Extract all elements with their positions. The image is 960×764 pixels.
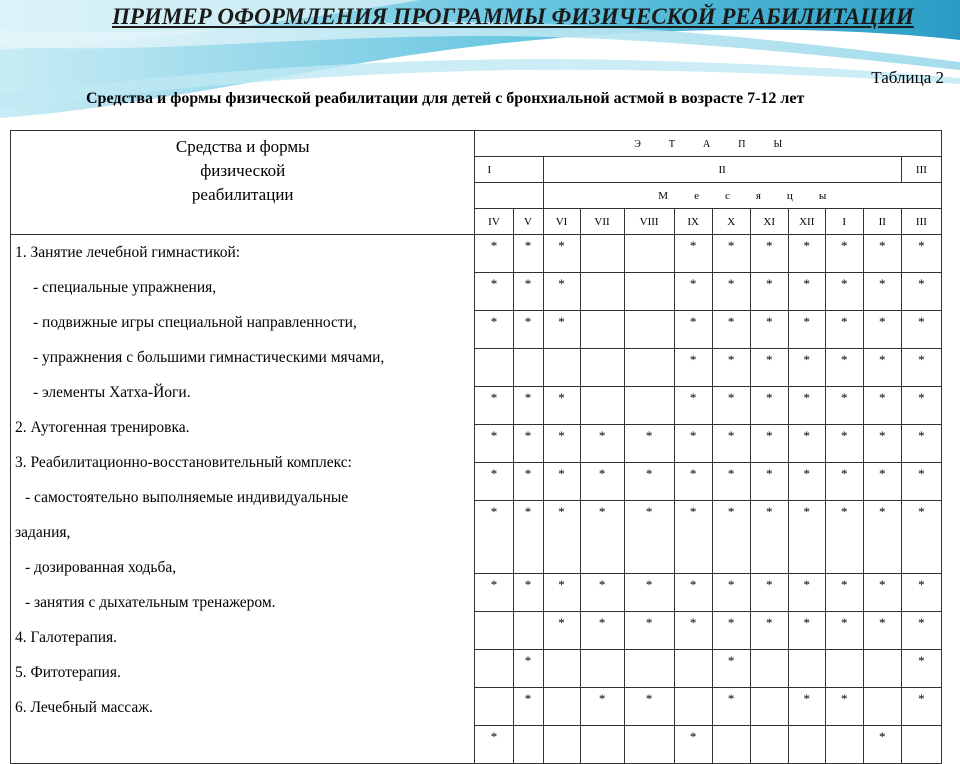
means-item: 6. Лечебный массаж. (15, 699, 153, 716)
month-header-cell: V (513, 209, 543, 235)
stages-title (634, 139, 782, 150)
schedule-mark-cell: * (901, 612, 941, 650)
schedule-mark-cell (543, 650, 580, 688)
means-item: - элементы Хатха-Йоги. (33, 384, 191, 401)
schedule-mark-cell (750, 650, 788, 688)
title-letter: Э (634, 138, 641, 150)
means-item: 4. Галотерапия. (15, 629, 118, 646)
schedule-mark-cell: * (825, 311, 863, 349)
schedule-mark-cell: * (513, 501, 543, 574)
schedule-mark-cell: * (901, 574, 941, 612)
schedule-mark-cell: * (863, 235, 901, 273)
schedule-mark-cell: * (624, 501, 674, 574)
schedule-mark-cell: * (901, 273, 941, 311)
schedule-mark-cell: * (543, 574, 580, 612)
schedule-mark-cell: * (674, 273, 712, 311)
schedule-mark-cell: * (901, 425, 941, 463)
schedule-mark-cell: * (825, 612, 863, 650)
schedule-mark-cell: * (788, 235, 825, 273)
month-header-cell: X (712, 209, 750, 235)
schedule-mark-cell: * (624, 574, 674, 612)
schedule-mark-cell: * (788, 612, 825, 650)
schedule-mark-cell: * (475, 235, 513, 273)
schedule-mark-cell: * (825, 235, 863, 273)
stages-title-cell (475, 131, 942, 157)
schedule-mark-cell: * (825, 688, 863, 726)
schedule-mark-cell: * (788, 311, 825, 349)
schedule-mark-cell: * (674, 463, 712, 501)
schedule-mark-cell (513, 726, 543, 764)
schedule-mark-cell: * (513, 273, 543, 311)
schedule-mark-cell: * (863, 273, 901, 311)
schedule-mark-cell: * (825, 463, 863, 501)
means-item: - дозированная ходьба, (25, 559, 177, 576)
schedule-mark-cell: * (825, 349, 863, 387)
schedule-mark-cell: * (825, 425, 863, 463)
schedule-mark-cell: * (825, 501, 863, 574)
schedule-mark-cell: * (825, 574, 863, 612)
schedule-mark-cell (580, 273, 624, 311)
schedule-mark-cell: * (513, 650, 543, 688)
schedule-mark-cell: * (750, 349, 788, 387)
schedule-mark-cell: * (624, 612, 674, 650)
schedule-mark-cell (788, 650, 825, 688)
months-title-empty-cell (475, 183, 543, 209)
schedule-mark-cell: * (788, 425, 825, 463)
schedule-mark-cell: * (750, 501, 788, 574)
schedule-mark-cell: * (901, 235, 941, 273)
title-letter: е (694, 189, 699, 202)
schedule-mark-cell: * (712, 501, 750, 574)
schedule-mark-cell: * (475, 726, 513, 764)
schedule-mark-cell: * (712, 387, 750, 425)
schedule-mark-cell: * (543, 311, 580, 349)
schedule-mark-cell: * (863, 612, 901, 650)
schedule-mark-cell (624, 726, 674, 764)
schedule-mark-cell: * (674, 311, 712, 349)
schedule-mark-cell (543, 726, 580, 764)
schedule-mark-cell: * (543, 612, 580, 650)
schedule-mark-cell: * (513, 387, 543, 425)
schedule-mark-cell: * (712, 463, 750, 501)
schedule-mark-cell: * (513, 311, 543, 349)
schedule-mark-cell: * (712, 425, 750, 463)
means-item: - упражнения с большими гимнастическими мячами, (33, 349, 385, 366)
means-item: 5. Фитотерапия. (15, 664, 121, 681)
schedule-mark-cell: * (580, 463, 624, 501)
month-header-cell: IX (674, 209, 712, 235)
means-item: - занятия с дыхательным тренажером. (25, 594, 276, 611)
schedule-mark-cell: * (901, 501, 941, 574)
schedule-mark-cell (580, 235, 624, 273)
schedule-mark-cell: * (513, 463, 543, 501)
schedule-mark-cell: * (712, 574, 750, 612)
schedule-mark-cell: * (475, 311, 513, 349)
schedule-mark-cell (624, 235, 674, 273)
schedule-mark-cell: * (863, 311, 901, 349)
schedule-mark-cell: * (750, 612, 788, 650)
schedule-mark-cell: * (475, 425, 513, 463)
means-item: 1. Занятие лечебной гимнастикой: (15, 244, 241, 261)
schedule-mark-cell: * (750, 425, 788, 463)
schedule-mark-cell: * (863, 387, 901, 425)
schedule-mark-cell (580, 349, 624, 387)
rehabilitation-table (10, 130, 942, 764)
slide-title: ПРИМЕР ОФОРМЛЕНИЯ ПРОГРАММЫ ФИЗИЧЕСКОЙ РЕАБИЛИТАЦИИ (112, 4, 914, 29)
schedule-mark-cell: * (788, 387, 825, 425)
schedule-mark-cell: * (863, 501, 901, 574)
months-title-cell (543, 183, 941, 209)
schedule-mark-cell: * (674, 387, 712, 425)
stage-II-cell: II (543, 157, 901, 183)
title-letter: ц (786, 189, 793, 202)
schedule-mark-cell: * (712, 311, 750, 349)
schedule-mark-cell: * (543, 273, 580, 311)
schedule-mark-cell: * (580, 688, 624, 726)
schedule-mark-cell: * (750, 235, 788, 273)
schedule-mark-cell: * (580, 612, 624, 650)
month-header-cell: VII (580, 209, 624, 235)
schedule-mark-cell (580, 726, 624, 764)
schedule-mark-cell: * (863, 463, 901, 501)
schedule-mark-cell (863, 650, 901, 688)
month-header-cell: III (901, 209, 941, 235)
stage-I-cell: I (475, 157, 543, 183)
schedule-mark-cell: * (788, 688, 825, 726)
schedule-mark-cell (825, 726, 863, 764)
schedule-mark-cell: * (543, 425, 580, 463)
table-caption: Средства и формы физической реабилитации для детей с бронхиальной астмой в возрасте 7-12 лет (86, 90, 805, 107)
schedule-mark-cell: * (674, 501, 712, 574)
schedule-mark-cell: * (543, 387, 580, 425)
title-letter: с (724, 189, 730, 202)
schedule-mark-cell (624, 311, 674, 349)
schedule-mark-cell (825, 650, 863, 688)
schedule-mark-cell (750, 726, 788, 764)
month-header-cell: VIII (624, 209, 674, 235)
schedule-mark-cell: * (750, 387, 788, 425)
means-item: - специальные упражнения, (33, 279, 217, 296)
stages-header-row (11, 131, 942, 157)
schedule-mark-cell: * (863, 574, 901, 612)
title-letter: я (755, 189, 761, 202)
schedule-mark-cell: * (580, 425, 624, 463)
schedule-mark-cell (624, 349, 674, 387)
means-item-continued: задания, (15, 524, 71, 541)
means-item: 3. Реабилитационно-восстановительный комплекс: (15, 454, 352, 471)
schedule-mark-cell: * (788, 463, 825, 501)
schedule-mark-cell (475, 612, 513, 650)
schedule-mark-cell: * (750, 311, 788, 349)
schedule-mark-cell: * (543, 235, 580, 273)
title-letter: Ы (773, 138, 783, 150)
schedule-mark-cell: * (543, 501, 580, 574)
schedule-mark-cell (624, 387, 674, 425)
schedule-mark-cell (674, 650, 712, 688)
schedule-mark-cell: * (788, 273, 825, 311)
table-number: Таблица 2 (871, 68, 944, 87)
schedule-mark-cell: * (712, 349, 750, 387)
schedule-mark-cell: * (788, 574, 825, 612)
schedule-mark-cell: * (624, 688, 674, 726)
schedule-mark-cell (580, 311, 624, 349)
schedule-mark-cell: * (674, 612, 712, 650)
schedule-mark-cell: * (674, 235, 712, 273)
month-header-cell: IV (475, 209, 513, 235)
schedule-mark-cell: * (475, 501, 513, 574)
title-letter: П (738, 138, 746, 150)
schedule-mark-cell: * (513, 688, 543, 726)
schedule-mark-cell: * (674, 425, 712, 463)
schedule-mark-cell: * (901, 311, 941, 349)
schedule-mark-cell (580, 650, 624, 688)
schedule-mark-cell (901, 726, 941, 764)
schedule-mark-cell: * (901, 387, 941, 425)
means-header-line1: Средства и формы (175, 137, 310, 156)
means-item: 2. Аутогенная тренировка. (15, 419, 190, 436)
schedule-mark-cell: * (475, 574, 513, 612)
schedule-mark-cell: * (712, 688, 750, 726)
schedule-mark-cell: * (863, 425, 901, 463)
schedule-mark-cell (624, 650, 674, 688)
schedule-mark-cell: * (543, 463, 580, 501)
schedule-mark-cell (513, 349, 543, 387)
schedule-mark-cell (475, 349, 513, 387)
schedule-mark-cell: * (475, 273, 513, 311)
schedule-mark-cell: * (863, 349, 901, 387)
schedule-mark-cell: * (825, 387, 863, 425)
month-header-cell: I (825, 209, 863, 235)
month-header-cell: II (863, 209, 901, 235)
schedule-mark-cell: * (712, 235, 750, 273)
month-header-cell: XII (788, 209, 825, 235)
schedule-mark-cell (580, 387, 624, 425)
schedule-mark-cell (475, 650, 513, 688)
schedule-mark-cell: * (901, 688, 941, 726)
means-item: - самостоятельно выполняемые индивидуальные (25, 489, 349, 506)
month-header-cell: XI (750, 209, 788, 235)
means-names-cell (11, 235, 475, 764)
schedule-mark-cell: * (901, 349, 941, 387)
means-header-cell (11, 131, 475, 235)
schedule-mark-cell: * (788, 349, 825, 387)
schedule-mark-cell: * (674, 349, 712, 387)
means-header-line2: физической (200, 161, 286, 180)
schedule-mark-cell (788, 726, 825, 764)
schedule-mark-cell: * (580, 574, 624, 612)
schedule-mark-cell: * (674, 574, 712, 612)
schedule-mark-cell: * (712, 650, 750, 688)
schedule-mark-cell: * (750, 273, 788, 311)
schedule-mark-cell: * (901, 650, 941, 688)
schedule-mark-cell: * (712, 273, 750, 311)
month-header-cell: VI (543, 209, 580, 235)
schedule-mark-cell: * (475, 387, 513, 425)
schedule-mark-cell: * (901, 463, 941, 501)
schedule-mark-cell: * (863, 726, 901, 764)
schedule-mark-cell (543, 349, 580, 387)
schedule-mark-cell: * (674, 726, 712, 764)
schedule-mark-cell: * (513, 235, 543, 273)
schedule-mark-cell (513, 612, 543, 650)
schedule-mark-cell: * (825, 273, 863, 311)
means-header-line3: реабилитации (191, 185, 294, 204)
schedule-mark-cell: * (580, 501, 624, 574)
months-title (658, 190, 826, 202)
schedule-mark-cell: * (624, 425, 674, 463)
title-letter: Т (668, 138, 675, 150)
schedule-mark-cell: * (475, 463, 513, 501)
schedule-mark-cell (712, 726, 750, 764)
schedule-mark-cell: * (513, 574, 543, 612)
schedule-mark-cell: * (750, 574, 788, 612)
title-letter: А (702, 138, 711, 150)
schedule-mark-cell (624, 273, 674, 311)
schedule-mark-cell: * (513, 425, 543, 463)
schedule-mark-cell: * (712, 612, 750, 650)
table-row (11, 235, 942, 273)
schedule-mark-cell: * (750, 463, 788, 501)
stage-III-cell: III (901, 157, 941, 183)
schedule-mark-cell: * (788, 501, 825, 574)
means-item: - подвижные игры специальной направленности, (33, 314, 357, 331)
title-letter: ы (818, 189, 827, 202)
schedule-mark-cell: * (624, 463, 674, 501)
title-letter: М (658, 189, 669, 202)
